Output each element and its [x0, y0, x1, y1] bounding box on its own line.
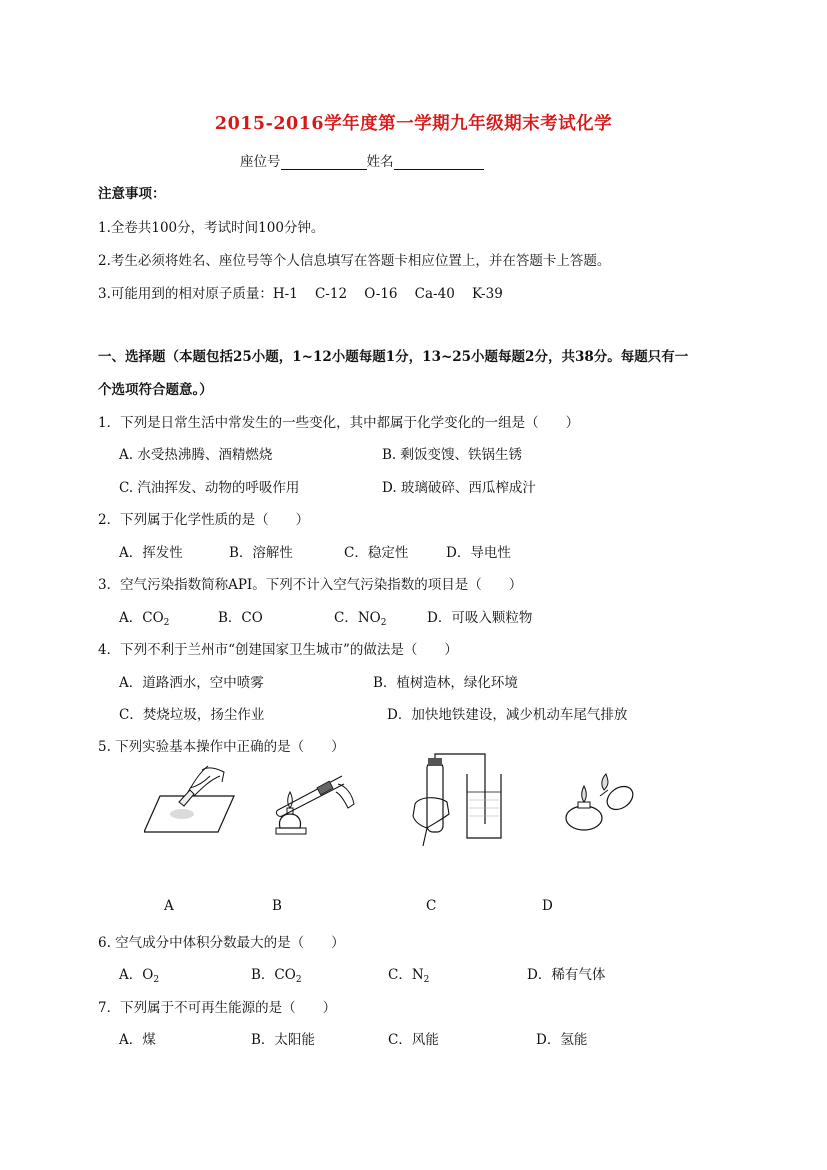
figure-label: C: [426, 898, 437, 914]
illustration-alcohol-lamps: [560, 768, 640, 840]
option-a: A. 水受热沸腾、酒精燃烧: [119, 447, 273, 463]
option-c: C．风能: [388, 1032, 439, 1048]
name-blank: [394, 155, 484, 170]
section-heading-line1: 一、选择题（本题包括25小题，1~12小题每题1分，13~25小题每题2分，共38分。每题只有一: [98, 349, 689, 365]
option-d: D．氢能: [536, 1032, 588, 1048]
figure-label: A: [164, 898, 174, 914]
note-item: 1.全卷共100分，考试时间100分钟。: [98, 220, 325, 236]
seat-blank: [281, 155, 367, 170]
option-d: D．导电性: [446, 545, 511, 561]
notes-heading: 注意事项：: [98, 186, 166, 202]
option-d: D．加快地铁建设，减少机动车尾气排放: [387, 707, 628, 723]
question-stem: 6. 空气成分中体积分数最大的是（ ）: [98, 935, 345, 951]
illustration-airtightness-check: [405, 752, 515, 852]
option-a: A．挥发性: [119, 545, 183, 561]
figure-label: D: [542, 898, 553, 914]
option-a: A．$O_2$: [119, 967, 160, 985]
option-d: D．稀有气体: [527, 967, 606, 983]
illustration-test-strip: [144, 762, 236, 834]
seat-name-line: [240, 150, 484, 170]
option-c: C．焚烧垃圾，扬尘作业: [119, 707, 265, 723]
question-stem: 3．空气污染指数简称API。下列不计入空气污染指数的项目是（ ）: [98, 577, 523, 593]
option-d: D. 玻璃破碎、西瓜榨成汁: [382, 480, 536, 496]
option-b: B．植树造林，绿化环境: [373, 675, 518, 691]
option-a: A．道路洒水，空中喷雾: [119, 675, 264, 691]
option-d: D．可吸入颗粒物: [427, 610, 533, 626]
option-b: B．太阳能: [251, 1032, 315, 1048]
seat-label: 座位号: [240, 154, 281, 170]
question-stem: 5. 下列实验基本操作中正确的是（ ）: [98, 739, 345, 755]
option-c: C．$N_2$: [388, 967, 430, 985]
option-c: C．$NO_2$: [334, 610, 387, 628]
option-c: C. 汽油挥发、动物的呼吸作用: [119, 480, 300, 496]
question-stem: 1．下列是日常生活中常发生的一些变化，其中都属于化学变化的一组是（ ）: [98, 415, 580, 431]
option-a: A．煤: [119, 1032, 156, 1048]
note-item: 3.可能用到的相对原子质量：H-1 C-12 O-16 Ca-40 K-39: [98, 286, 503, 302]
question-stem: 2．下列属于化学性质的是（ ）: [98, 512, 310, 528]
option-b: B．$CO_2$: [251, 967, 302, 985]
option-b: B. 剩饭变馊、铁锅生锈: [382, 447, 523, 463]
section-heading-line2: 个选项符合题意。）: [98, 382, 213, 398]
name-label: 姓名: [366, 154, 394, 170]
question-stem: 4．下列不利于兰州市“创建国家卫生城市”的做法是（ ）: [98, 642, 458, 658]
option-b: B．CO: [218, 610, 263, 626]
illustration-heating-tube: [268, 762, 364, 838]
figure-label: B: [272, 898, 282, 914]
option-c: C．稳定性: [344, 545, 409, 561]
option-b: B．溶解性: [229, 545, 293, 561]
note-item: 2.考生必须将姓名、座位号等个人信息填写在答题卡相应位置上，并在答题卡上答题。: [98, 253, 611, 269]
question-stem: 7．下列属于不可再生能源的是（ ）: [98, 1000, 337, 1016]
exam-title: 2015-2016学年度第一学期九年级期末考试化学: [214, 114, 613, 134]
option-a: A．$CO_2$: [119, 610, 170, 628]
